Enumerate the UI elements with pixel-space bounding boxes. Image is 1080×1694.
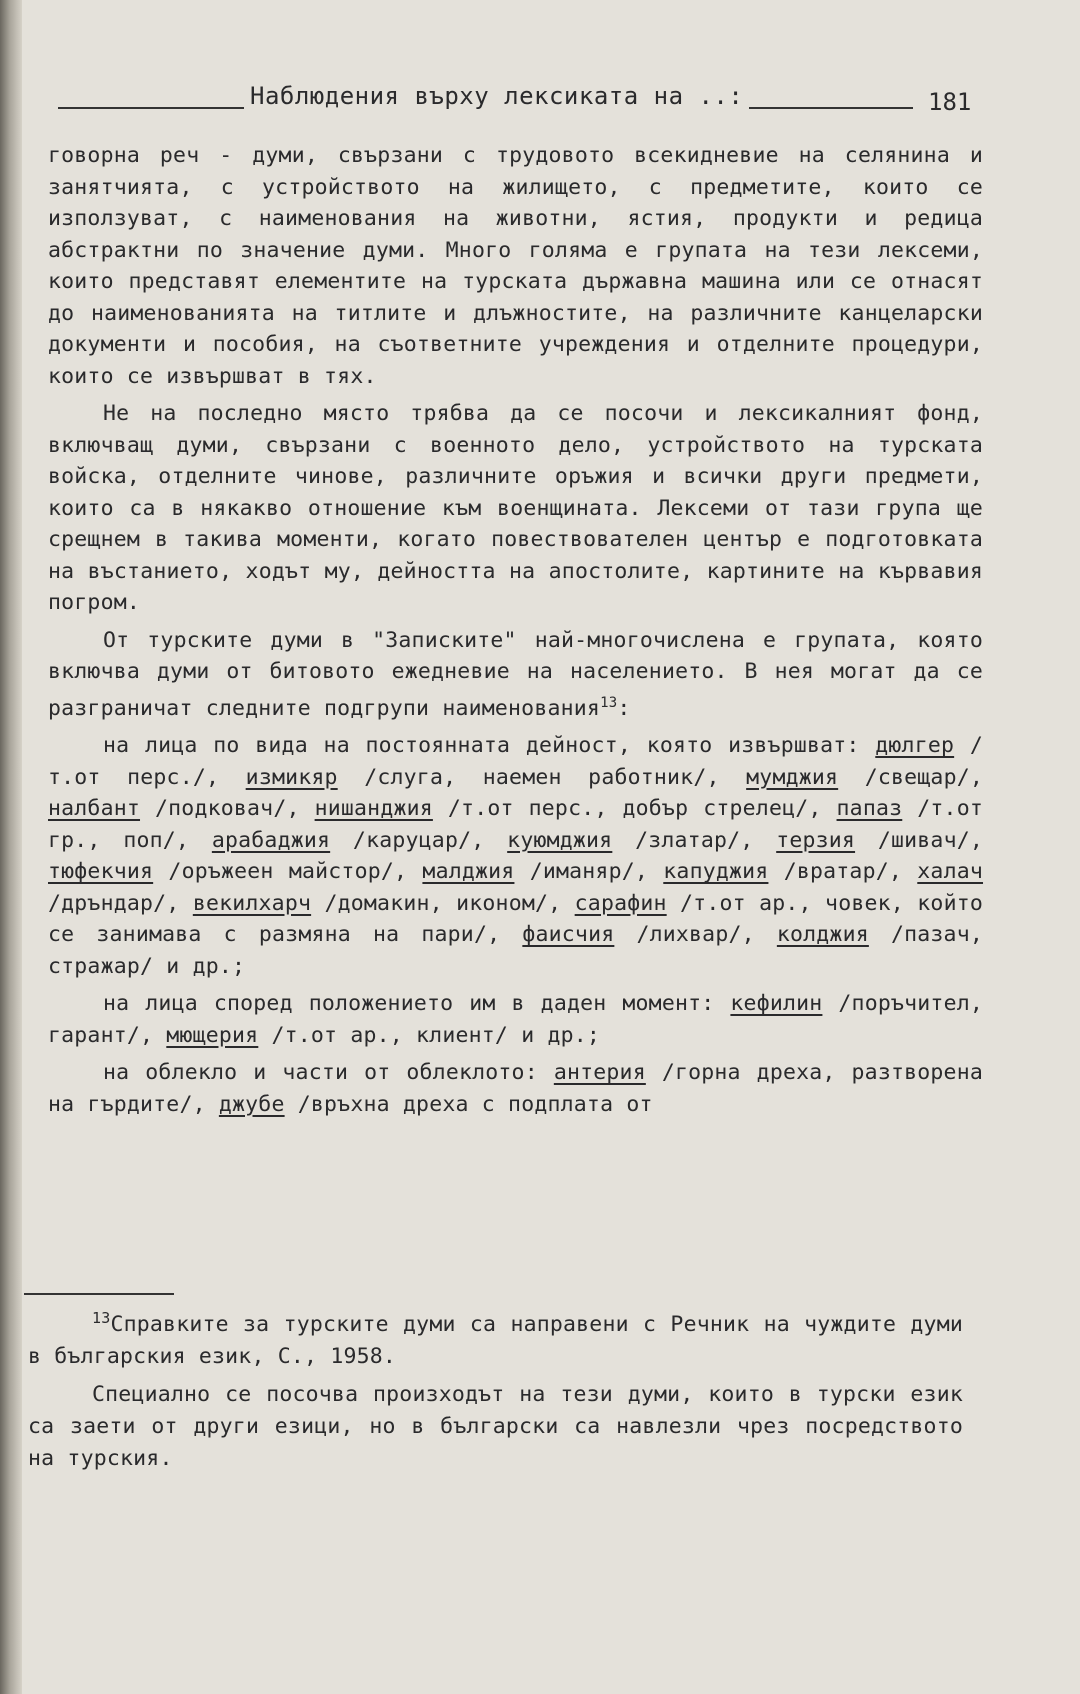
turkish-term: капуджия (663, 859, 769, 885)
footnote-13 (28, 1302, 963, 1373)
paragraph-3-colon: : (617, 695, 631, 721)
footnote-text-1: Справките за турските думи са направени с Речник на чуждите думи в българския език, С., 1958. (28, 1312, 963, 1370)
turkish-term: халач (917, 859, 984, 885)
paragraph-2: Не на последно място трябва да се посочи и лексикалният фонд, включващ думи, свързани с военното дело, устройството на турската войска, отделните чинове, различните оръжия и всички други предмети, които са в някакво отношение към военщината. Лексеми от тази група ще срещнем в такива моменти, когато повествователен център е подготовката на въстанието, ходът му, дейността на апостолите, картините на кървавия погром. (48, 401, 983, 615)
group-position (48, 988, 983, 1051)
book-spine-shadow (0, 0, 22, 1694)
page-number: 181 (928, 88, 972, 116)
group-a-intro: на лица по вида на постоянната дейност, която извършват: (103, 733, 876, 759)
term-gloss: /шивач/, (855, 827, 983, 853)
running-header (58, 82, 978, 122)
turkish-term: папаз (836, 796, 903, 822)
term-gloss: /слуга, наемен работник/, (337, 764, 747, 790)
turkish-term: тюфекчия (48, 859, 154, 885)
turkish-term: терзия (776, 827, 856, 853)
paragraph-3 (48, 625, 983, 725)
turkish-term: налбант (48, 796, 141, 822)
term-gloss: /т.от гр., поп/, (48, 796, 983, 853)
turkish-term: джубе (218, 1091, 285, 1117)
footnote-text-2: Специално се посочва произходът на тези думи, които в турски език са заети от други езици, но в български са навлезли чрез посредството на турския. (28, 1382, 963, 1472)
term-gloss: /вратар/, (768, 859, 918, 885)
turkish-term: сарафин (574, 890, 667, 916)
term-gloss: /домакин, иконом/, (311, 890, 575, 916)
term-gloss: /подковач/, (140, 796, 315, 822)
term-gloss: /свещар/, (838, 764, 984, 790)
group-b-intro: на лица според положението им в даден момент: (103, 991, 731, 1017)
turkish-term: нишанджия (314, 796, 433, 822)
term-gloss: /пазач, стражар/ и др.; (48, 922, 983, 979)
turkish-term: куюмджия (507, 827, 613, 853)
turkish-term: векилхарч (192, 890, 312, 916)
group-c-intro: на облекло и части от облеклото: (103, 1060, 554, 1086)
term-gloss: /т.от перс./, (48, 733, 983, 790)
turkish-term: измикяр (245, 764, 338, 790)
term-gloss: /горна дреха, разтворена на гърдите/, (48, 1060, 983, 1117)
paragraph-3-text: От турските думи в "Записките" най-многочислена е групата, която включва думи от битовото ежедневие на населението. В нея могат да се разграничат следните подгрупи наименования (48, 627, 983, 721)
turkish-term: кефилин (730, 991, 823, 1017)
turkish-term: колджия (776, 922, 869, 948)
footnote-marker: 13 (92, 1309, 111, 1327)
turkish-term: мумджия (746, 764, 839, 790)
turkish-term: дюлгер (875, 733, 955, 759)
group-a-entries (48, 733, 983, 979)
group-clothing (48, 1057, 983, 1120)
term-gloss: /дръндар/, (48, 890, 193, 916)
term-gloss: /каруцар/, (330, 827, 508, 853)
main-text (48, 140, 983, 1126)
term-gloss: /златар/, (612, 827, 777, 853)
footnote-reference: 13 (600, 694, 618, 711)
term-gloss: /т.от перс., добър стрелец/, (432, 796, 837, 822)
running-title: Наблюдения върху лексиката на ..: (244, 82, 749, 110)
group-occupations (48, 730, 983, 982)
turkish-term: мющерия (166, 1022, 259, 1048)
turkish-term: арабаджия (211, 827, 331, 853)
term-gloss: /поръчител, гарант/, (48, 991, 983, 1048)
term-gloss: /оръжеен майстор/, (153, 859, 423, 885)
term-gloss: /лихвар/, (614, 922, 777, 948)
term-gloss: /връхна дреха с подплата от (284, 1091, 653, 1117)
paragraph-1: говорна реч - думи, свързани с трудовото всекидневие на селянина и занятчията, с устройството на жилището, с предметите, които се използуват, с наименования на животни, ястия, продукти и редица абстрактни по значение думи. Много голяма е групата на тези лексеми, които представят елементите на турската държавна машина или се отнасят до наименованията на титлите и длъжностите, на различните канцеларски документи и пособия, на съответните учреждения и отделните процедури, които се извършват в тях. (48, 143, 983, 389)
turkish-term: малджия (422, 859, 515, 885)
turkish-term: антерия (553, 1060, 646, 1086)
footnote-separator (24, 1293, 174, 1295)
term-gloss: /иманяр/, (514, 859, 664, 885)
term-gloss: /т.от ар., човек, който се занимава с размяна на пари/, (48, 890, 983, 948)
turkish-term: фаисчия (522, 922, 615, 948)
term-gloss: /т.от ар., клиент/ и др.; (258, 1022, 601, 1048)
footnotes (28, 1302, 963, 1481)
